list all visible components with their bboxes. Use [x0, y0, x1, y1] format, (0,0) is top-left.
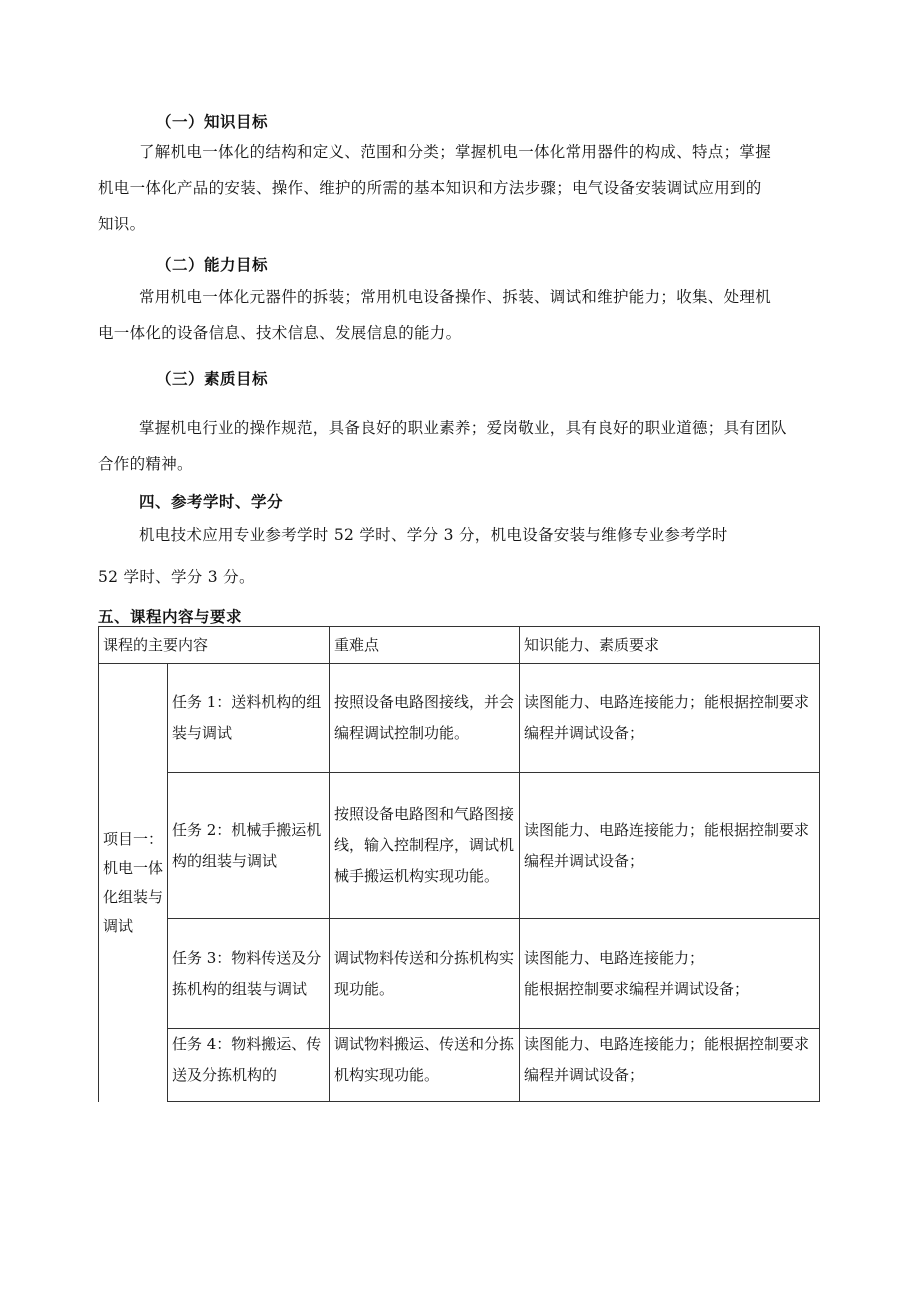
table-row — [99, 919, 820, 1029]
hours-credits-line-1: 机电技术应用专业参考学时 52 学时、学分 3 分，机电设备安装与维修专业参考学时 — [139, 526, 728, 544]
hours-credits-heading: 四、参考学时、学分 — [139, 493, 284, 511]
requirement-cell: 读图能力、电路连接能力；能根据控制要求编程并调试设备； — [520, 664, 820, 773]
task-cell: 任务 2：机械手搬运机构的组装与调试 — [168, 773, 330, 919]
quality-goal-line-1: 掌握机电行业的操作规范，具备良好的职业素养；爱岗敬业，具有良好的职业道德；具有团队 — [139, 419, 787, 437]
requirement-line: 能根据控制要求编程并调试设备； — [524, 979, 750, 998]
ability-goal-line-1: 常用机电一体化元器件的拆装；常用机电设备操作、拆装、调试和维护能力；收集、处理机 — [139, 288, 772, 306]
requirement-cell: 读图能力、电路连接能力；能根据控制要求编程并调试设备； — [520, 1029, 820, 1102]
table-row — [99, 664, 820, 773]
header-requirements: 知识能力、素质要求 — [520, 627, 820, 664]
task-cell: 任务 4：物料搬运、传送及分拣机构的 — [168, 1029, 330, 1102]
course-content-heading: 五、课程内容与要求 — [98, 608, 243, 626]
key-cell: 调试物料搬运、传送和分拣机构实现功能。 — [330, 1029, 520, 1102]
key-cell: 按照设备电路图接线，并会编程调试控制功能。 — [330, 664, 520, 773]
knowledge-goal-heading: （一）知识目标 — [156, 113, 269, 131]
quality-goal-heading: （三）素质目标 — [156, 370, 269, 388]
project-cell: 项目一：机电一体化组装与调试 — [99, 664, 168, 1102]
knowledge-goal-line-3: 知识。 — [98, 215, 146, 233]
requirement-cell — [520, 919, 820, 1029]
header-key-points: 重难点 — [330, 627, 520, 664]
requirement-line: 读图能力、电路连接能力； — [524, 948, 705, 967]
task-cell: 任务 1：送料机构的组装与调试 — [168, 664, 330, 773]
key-cell: 调试物料传送和分拣机构实现功能。 — [330, 919, 520, 1029]
table-row — [99, 1029, 820, 1102]
knowledge-goal-line-2: 机电一体化产品的安装、操作、维护的所需的基本知识和方法步骤；电气设备安装调试应用到的 — [98, 179, 762, 197]
quality-goal-line-2: 合作的精神。 — [98, 455, 193, 473]
knowledge-goal-line-1: 了解机电一体化的结构和定义、范围和分类；掌握机电一体化常用器件的构成、特点；掌握 — [139, 143, 772, 161]
hours-credits-line-2: 52 学时、学分 3 分。 — [98, 568, 255, 586]
task-cell: 任务 3：物料传送及分拣机构的组装与调试 — [168, 919, 330, 1029]
ability-goal-heading: （二）能力目标 — [156, 256, 269, 274]
key-cell: 按照设备电路图和气路图接线，输入控制程序，调试机械手搬运机构实现功能。 — [330, 773, 520, 919]
ability-goal-line-2: 电一体化的设备信息、技术信息、发展信息的能力。 — [98, 324, 462, 342]
requirement-cell: 读图能力、电路连接能力；能根据控制要求编程并调试设备； — [520, 773, 820, 919]
table-row — [99, 773, 820, 919]
table-header-row — [99, 627, 820, 664]
header-main-content: 课程的主要内容 — [99, 627, 330, 664]
course-content-table — [98, 626, 820, 1102]
